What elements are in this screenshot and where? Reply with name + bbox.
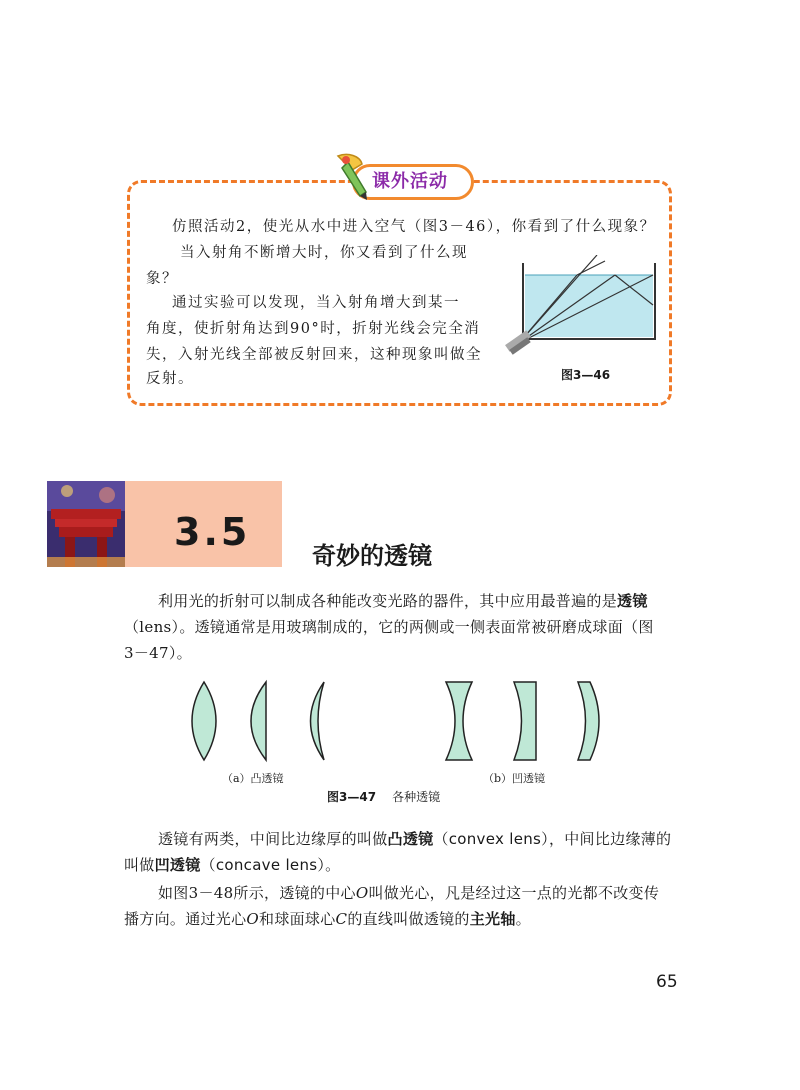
symbol-C: C [335,910,348,928]
para2-text-b: 叫做 [124,856,155,874]
figure-3-46-caption: 图3—46 [561,368,611,382]
para2-text-a2: （convex lens），中间比边缘薄的 [433,830,672,848]
para2-text-a: 透镜有两类，中间比边缘厚的叫做 [158,830,388,848]
page-number: 65 [656,972,678,992]
para3-text-b3: 的直线叫做透镜的 [347,910,470,928]
activity-line-1: 仿照活动2，使光从水中进入空气（图3－46），你看到了什么现象？ [172,219,656,235]
activity-line-5: 角度，使折射角达到90°时，折射光线会完全消 [146,321,481,337]
figure-3-46 [505,255,665,365]
term-principal-axis: 主光轴 [469,910,516,928]
badge-label: 课外活动 [372,171,448,192]
lens-biconcave [446,682,472,760]
figure-3-47-label-a: （a）凸透镜 [222,772,284,785]
term-lens: 透镜 [617,592,648,610]
symbol-O: O [355,884,369,902]
para3-text-b: 播方向。通过光心 [124,910,247,928]
activity-line-2: 当入射角不断增大时，你又看到了什么现 [180,245,468,261]
figure-3-47-caption-num: 图3—47 [327,790,377,804]
lens-meniscus-convex [311,682,325,760]
term-concave-lens: 凹透镜 [154,856,201,874]
para1-line1 [158,588,688,614]
para3-text-b2: 和球面球心 [259,910,336,928]
activity-line-6: 失，入射光线全部被反射回来，这种现象叫做全 [146,347,482,363]
para1-line2: （lens）。透镜通常是用玻璃制成的，它的两侧或一侧表面常被研磨成球面（图 [124,618,654,636]
para3-line2 [124,906,688,932]
term-convex-lens: 凸透镜 [387,830,434,848]
section-number: 3.5 [174,510,251,554]
figure-3-47-caption-text: 各种透镜 [392,790,441,804]
figure-3-47 [180,678,620,768]
para1-line3: 3－47）。 [124,644,192,662]
figure-3-47-caption [327,788,440,805]
para1-text-a: 利用光的折射可以制成各种能改变光路的器件，其中应用最普遍的是 [158,592,618,610]
para3-line1 [158,880,688,906]
activity-line-4: 通过实验可以发现，当入射角增大到某一 [172,295,460,311]
lens-meniscus-concave [578,682,599,760]
para3-text-a: 如图3－48所示，透镜的中心 [158,884,356,902]
para2-line1 [158,826,688,852]
figure-3-47-label-b: （b）凹透镜 [483,772,546,785]
symbol-O: O [246,910,260,928]
pen-icon [330,150,378,202]
activity-line-7: 反射。 [146,371,194,387]
lens-plano-convex [251,682,266,760]
activity-line-3: 象？ [146,271,178,287]
para3-text-a2: 叫做光心，凡是经过这一点的光都不改变传 [368,884,660,902]
para2-line2 [124,852,340,878]
lens-plano-concave [514,682,536,760]
activity-badge [330,150,478,202]
china-pavilion-photo [47,481,125,567]
para2-text-b2: （concave lens）。 [200,856,341,874]
para3-text-b4: 。 [515,910,531,928]
lens-biconvex [192,682,216,760]
section-title: 奇妙的透镜 [312,542,432,570]
